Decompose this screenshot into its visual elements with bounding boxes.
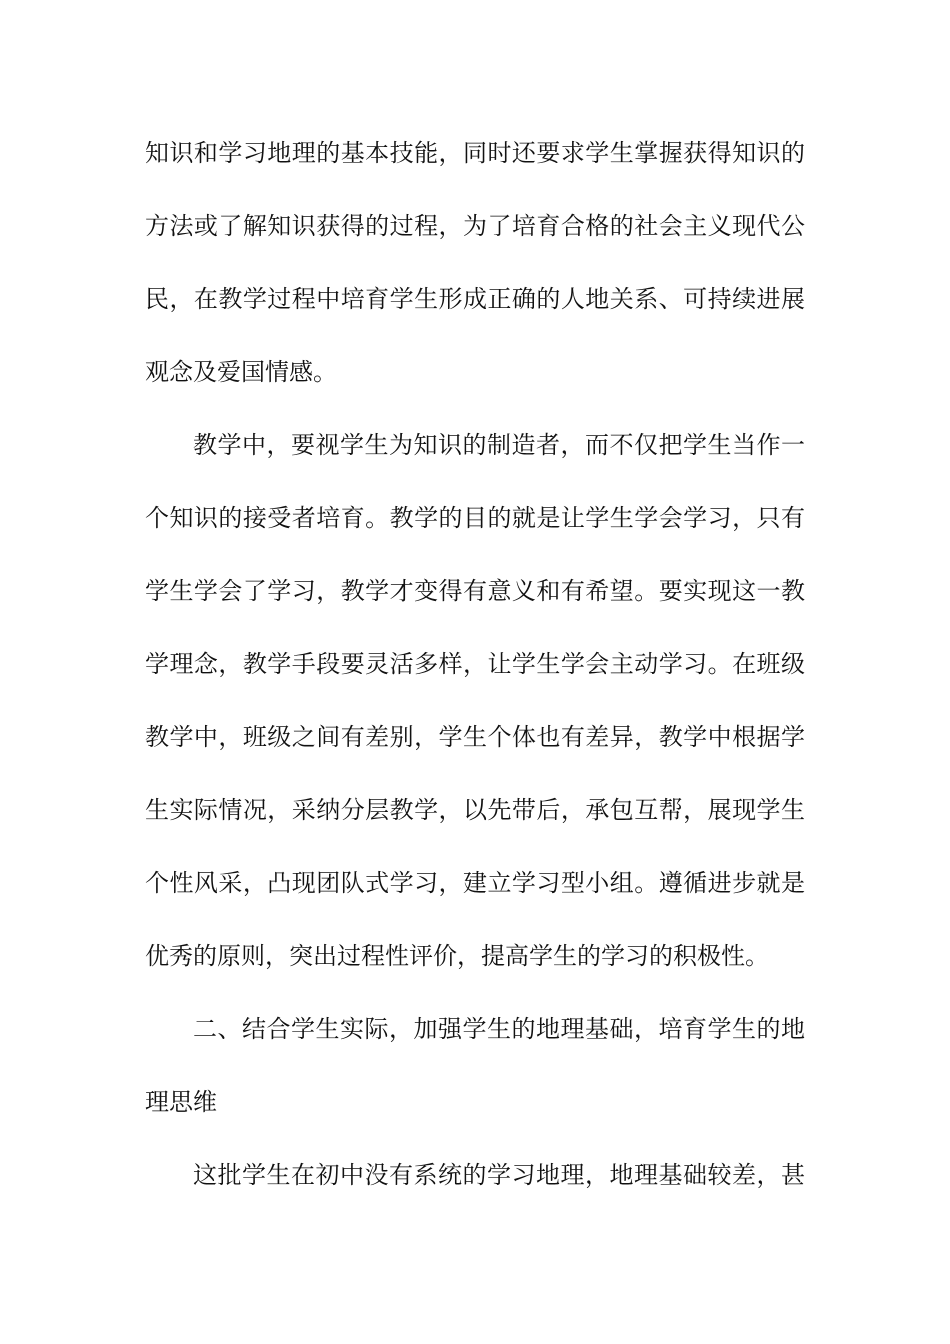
text-line-1: 知识和学习地理的基本技能，同时还要求学生掌握获得知识的 (145, 139, 805, 167)
paragraph-2-line-1: 教学中，要视学生为知识的制造者，而不仅把学生当作一 (193, 431, 805, 459)
paragraph-3-line-1: 这批学生在初中没有系统的学习地理，地理基础较差，甚 (193, 1161, 805, 1189)
section-heading-line-1: 二、结合学生实际，加强学生的地理基础，培育学生的地 (193, 1015, 805, 1043)
paragraph-2-line-3: 学生学会了学习，教学才变得有意义和有希望。要实现这一教 (145, 577, 805, 605)
paragraph-2-line-4: 学理念，教学手段要灵活多样，让学生学会主动学习。在班级 (145, 650, 805, 678)
text-line-3: 民，在教学过程中培育学生形成正确的人地关系、可持续进展 (145, 285, 805, 313)
paragraph-2-line-2: 个知识的接受者培育。教学的目的就是让学生学会学习，只有 (145, 504, 805, 532)
paragraph-2-line-8: 优秀的原则，突出过程性评价，提高学生的学习的积极性。 (145, 942, 769, 970)
paragraph-2-line-7: 个性风采，凸现团队式学习，建立学习型小组。遵循进步就是 (145, 869, 805, 897)
paragraph-2-line-6: 生实际情况，采纳分层教学，以先带后，承包互帮，展现学生 (145, 796, 805, 824)
text-line-4: 观念及爱国情感。 (145, 358, 337, 386)
section-heading-line-2: 理思维 (145, 1088, 217, 1116)
text-line-2: 方法或了解知识获得的过程，为了培育合格的社会主义现代公 (145, 212, 805, 240)
paragraph-2-line-5: 教学中，班级之间有差别，学生个体也有差异，教学中根据学 (145, 723, 805, 751)
